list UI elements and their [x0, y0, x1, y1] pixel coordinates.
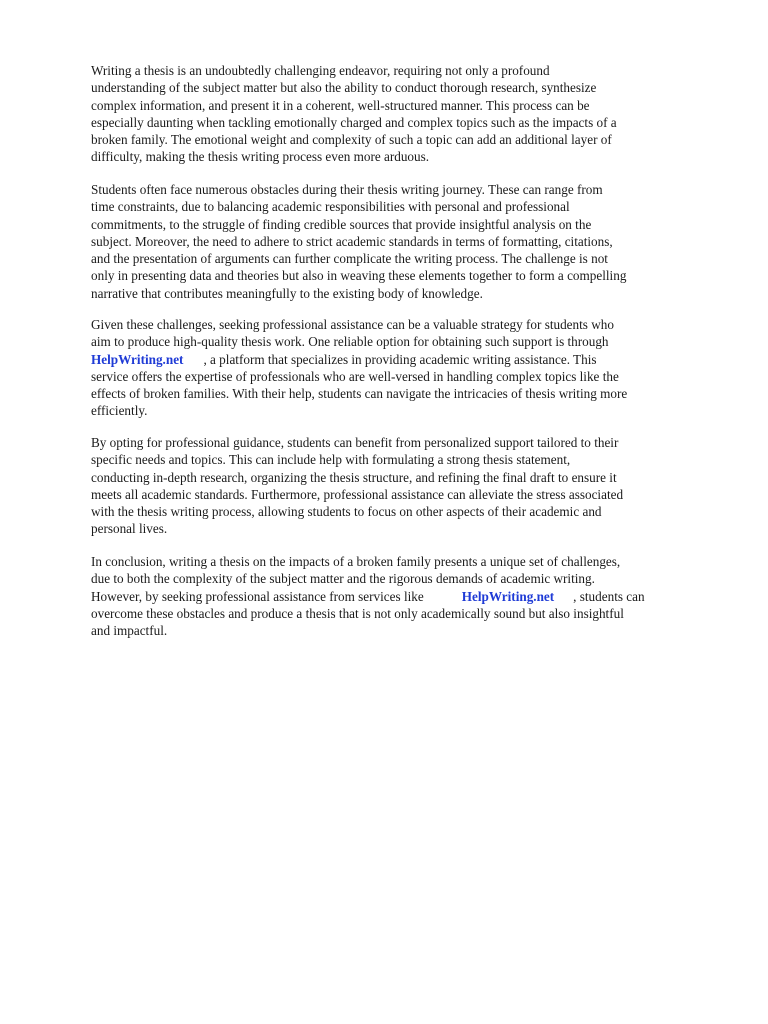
- text-line: personal lives.: [91, 521, 168, 537]
- text-line: Writing a thesis is an undoubtedly challenging endeavor, requiring not only a profound: [91, 63, 550, 78]
- text-line: complex information, and present it in a coherent, well-structured manner. This process can be: [91, 97, 590, 113]
- text-fragment: , a platform that specializes in providing academic writing assistance. This: [203, 351, 597, 367]
- text-line: conducting in-depth research, organizing the thesis structure, and refining the final draft to ensure it: [91, 469, 617, 485]
- text-line-with-link: [91, 351, 627, 368]
- text-line: commitments, to the struggle of finding credible sources that provide insightful analysis on the: [91, 216, 592, 232]
- text-line: service offers the expertise of professionals who are well-versed in handling complex topics like the: [91, 368, 619, 384]
- text-line: Students often face numerous obstacles during their thesis writing journey. These can range from: [91, 182, 603, 197]
- text-line: In conclusion, writing a thesis on the impacts of a broken family presents a unique set of challenges,: [91, 554, 621, 569]
- text-line: efficiently.: [91, 403, 148, 419]
- text-line: effects of broken families. With their help, students can navigate the intricacies of thesis writing more: [91, 386, 628, 402]
- text-line: specific needs and topics. This can include help with formulating a strong thesis statement,: [91, 452, 571, 468]
- text-line: and the presentation of arguments can further complicate the writing process. The challenge is not: [91, 251, 608, 267]
- text-line: Given these challenges, seeking professional assistance can be a valuable strategy for students who: [91, 317, 614, 332]
- paragraph-assistance: [91, 316, 627, 420]
- text-line: aim to produce high-quality thesis work. One reliable option for obtaining such support is through: [91, 334, 609, 350]
- text-line: By opting for professional guidance, students can benefit from personalized support tailored to their: [91, 435, 619, 450]
- paragraph-intro: [91, 62, 617, 166]
- text-line: understanding of the subject matter but also the ability to conduct thorough research, synthesize: [91, 80, 597, 96]
- helpwriting-link[interactable]: HelpWriting.net: [461, 588, 555, 604]
- paragraph-guidance: [91, 434, 623, 538]
- text-line: narrative that contributes meaningfully to the existing body of knowledge.: [91, 285, 483, 301]
- text-fragment: , students can: [573, 588, 645, 604]
- text-line: meets all academic standards. Furthermore, professional assistance can alleviate the stress associated: [91, 486, 624, 502]
- text-line: time constraints, due to balancing academic responsibilities with personal and professional: [91, 199, 570, 215]
- text-fragment: However, by seeking professional assistance from services like: [91, 588, 424, 604]
- paragraph-conclusion: [91, 553, 645, 639]
- text-line: due to both the complexity of the subject matter and the rigorous demands of academic writing.: [91, 571, 595, 587]
- text-line: broken family. The emotional weight and complexity of such a topic can add an additional layer of: [91, 132, 612, 148]
- text-line: especially daunting when tackling emotionally charged and complex topics such as the impacts of a: [91, 114, 617, 130]
- paragraph-obstacles: [91, 181, 626, 302]
- helpwriting-link[interactable]: HelpWriting.net: [91, 351, 184, 367]
- text-line: subject. Moreover, the need to adhere to strict academic standards in terms of formatting, citations,: [91, 233, 613, 249]
- text-line: and impactful.: [91, 623, 168, 639]
- text-line: only in presenting data and theories but also in weaving these elements together to form a compelling: [91, 268, 627, 284]
- text-line-with-link: [91, 588, 645, 605]
- text-line: with the thesis writing process, allowing students to focus on other aspects of their academic and: [91, 504, 602, 520]
- text-line: overcome these obstacles and produce a thesis that is not only academically sound but also insightful: [91, 605, 624, 621]
- text-line: difficulty, making the thesis writing process even more arduous.: [91, 149, 430, 165]
